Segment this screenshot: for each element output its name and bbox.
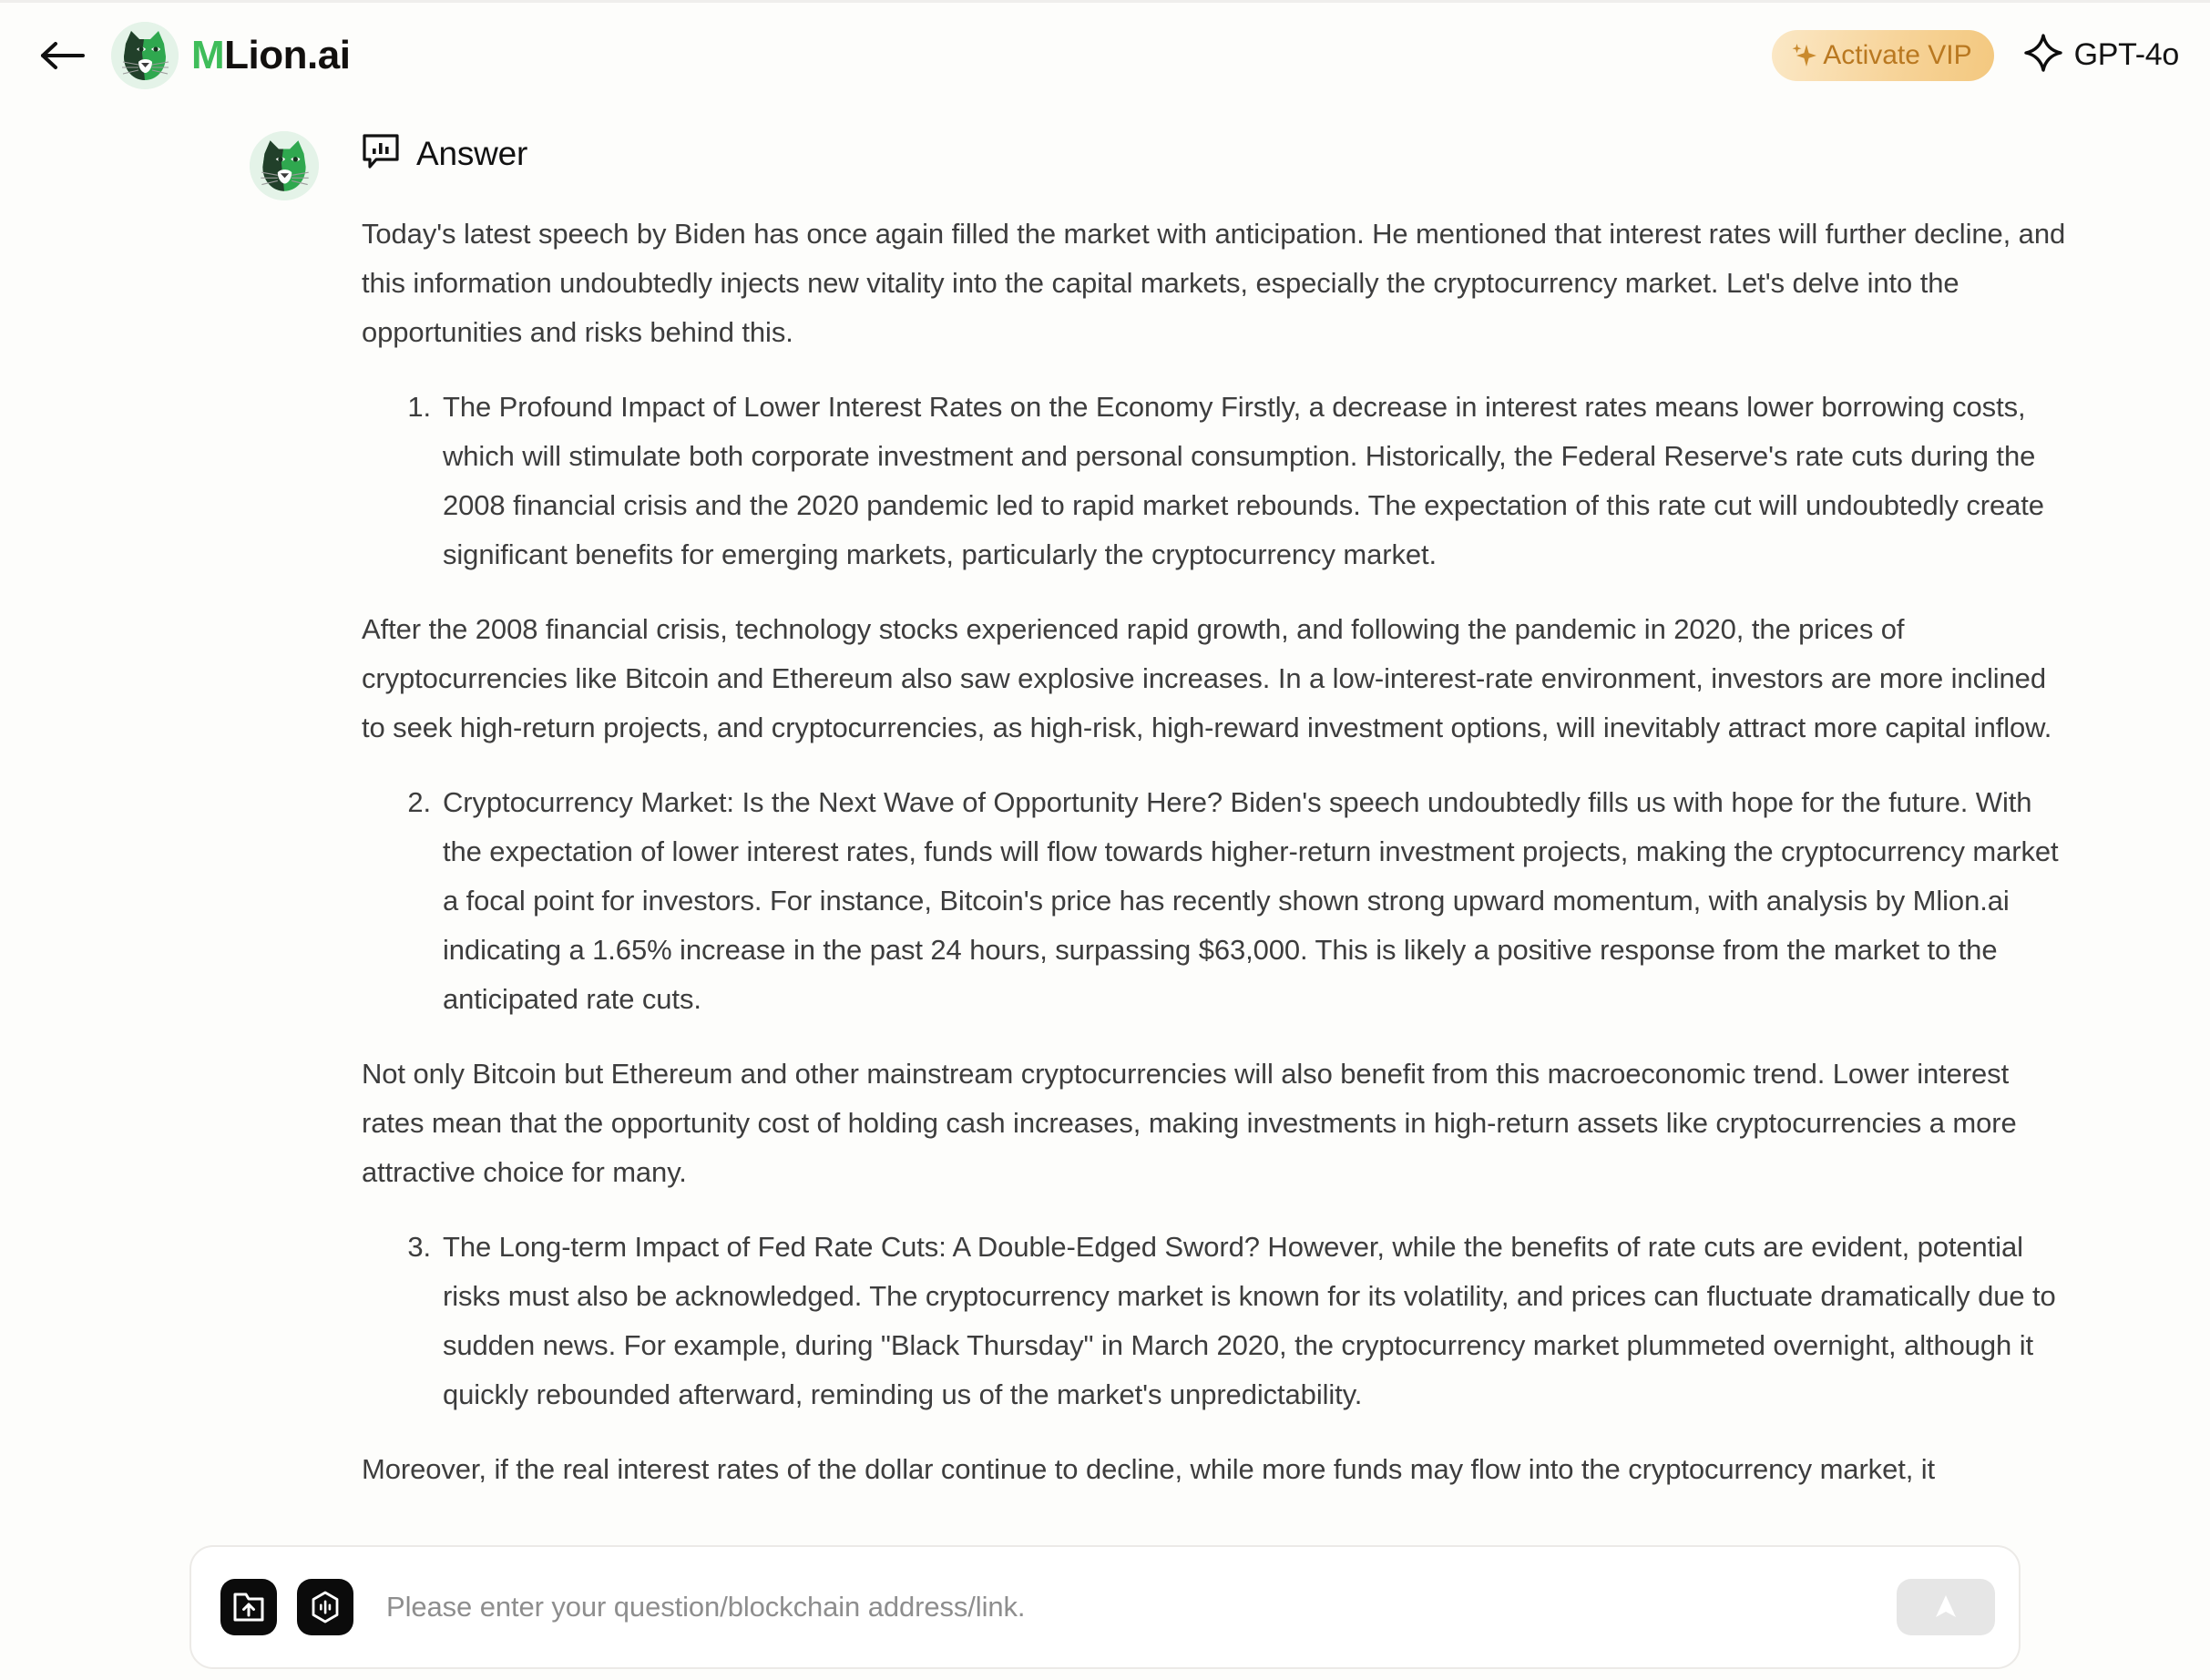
answer-paragraph-3: Not only Bitcoin but Ethereum and other mainstream cryptocurrencies will also benefit from this macroeconomic trend. Lower interest rates mean that the opportunity cost of holding cash increases, making investments in high-return assets like cryptocurrencies a more attractive choice for many. bbox=[362, 1058, 2017, 1188]
answer-block bbox=[0, 108, 2210, 1494]
activate-vip-label: Activate VIP bbox=[1823, 39, 1972, 70]
answer-paragraph-2: After the 2008 financial crisis, technology stocks experienced rapid growth, and following the pandemic in 2020, the prices of cryptocurrencies like Bitcoin and Ethereum also saw explosive increases. In a low-interest-rate environment, investors are more inclined to seek high-return projects, and cryptocurrencies, as high-risk, high-reward investment options, will inevitably attract more capital inflow. bbox=[362, 613, 2052, 743]
folder-upload-icon bbox=[230, 1589, 267, 1625]
composer bbox=[189, 1545, 2021, 1669]
lion-head-logo-icon bbox=[111, 22, 179, 89]
question-input[interactable] bbox=[386, 1591, 1878, 1624]
model-selector[interactable] bbox=[2023, 33, 2179, 77]
voice-waveform-icon bbox=[307, 1589, 343, 1625]
voice-input-button[interactable] bbox=[297, 1579, 353, 1635]
list-item: The Long-term Impact of Fed Rate Cuts: A Double-Edged Sword? However, while the benefits of rate cuts are evident, potential risks must also be acknowledged. The cryptocurrency market is known for its volatility, and prices can fluctuate dramatically due to sudden news. For example, during "Black Thursday" in March 2020, the cryptocurrency market plummeted overnight, although it quickly rebounded afterward, reminding us of the market's unpredictability. bbox=[443, 1231, 2056, 1410]
answer-list-2 bbox=[362, 778, 2074, 1024]
answer-header bbox=[362, 129, 2074, 177]
answer-list-1 bbox=[362, 383, 2074, 579]
folder-upload-button[interactable] bbox=[220, 1579, 277, 1635]
lion-head-logo bbox=[111, 22, 179, 89]
activate-vip-button[interactable] bbox=[1772, 30, 1993, 81]
brand-name bbox=[191, 32, 351, 77]
composer-bar bbox=[0, 1514, 2210, 1680]
brand-name-accent: M bbox=[191, 32, 225, 77]
lion-head-avatar bbox=[250, 131, 319, 200]
brand-name-rest: Lion.ai bbox=[224, 32, 351, 77]
model-name-label: GPT-4o bbox=[2073, 37, 2179, 72]
arrow-left-icon bbox=[39, 37, 87, 74]
answer-scroll-area[interactable] bbox=[0, 108, 2210, 1515]
answer-paragraph-4: Moreover, if the real interest rates of the dollar continue to decline, while more funds may flow into the cryptocurrency market, it bbox=[362, 1453, 1936, 1485]
list-item: Cryptocurrency Market: Is the Next Wave of Opportunity Here? Biden's speech undoubtedly fills us with hope for the future. With the expectation of lower interest rates, funds will flow towards higher-return investment projects, making the cryptocurrency market a focal point for investors. For instance, Bitcoin's price has recently shown strong upward momentum, with analysis by Mlion.ai indicating a 1.65% increase in the past 24 hours, surpassing $63,000. This is likely a positive response from the market to the anticipated rate cuts. bbox=[443, 786, 2059, 1015]
send-button[interactable] bbox=[1897, 1579, 1995, 1635]
send-arrow-icon bbox=[1926, 1587, 1966, 1627]
answer-body bbox=[362, 129, 2074, 1494]
answer-title-label: Answer bbox=[416, 134, 528, 172]
back-button[interactable] bbox=[35, 27, 91, 84]
app-header bbox=[0, 0, 2210, 108]
lion-head-avatar-icon bbox=[250, 131, 319, 200]
answer-paragraph-1: Today's latest speech by Biden has once again filled the market with anticipation. He mentioned that interest rates will further decline, and this information undoubtedly injects new vitality into the capital markets, especially the cryptocurrency market. Let's delve into the opportunities and risks behind this. bbox=[362, 218, 2066, 348]
list-item: The Profound Impact of Lower Interest Rates on the Economy Firstly, a decrease in interest rates means lower borrowing costs, which will stimulate both corporate investment and personal consumption. Historically, the Federal Reserve's rate cuts during the 2008 financial crisis and the 2020 pandemic led to rapid market rebounds. The expectation of this rate cut will undoubtedly create significant benefits for emerging markets, particularly the cryptocurrency market. bbox=[443, 391, 2044, 570]
four-point-star-icon bbox=[2023, 33, 2063, 77]
brand-logo-link[interactable] bbox=[111, 22, 350, 89]
sparkle-icon bbox=[1788, 40, 1819, 71]
answer-list-3 bbox=[362, 1223, 2074, 1419]
chart-bubble-icon bbox=[362, 132, 400, 175]
